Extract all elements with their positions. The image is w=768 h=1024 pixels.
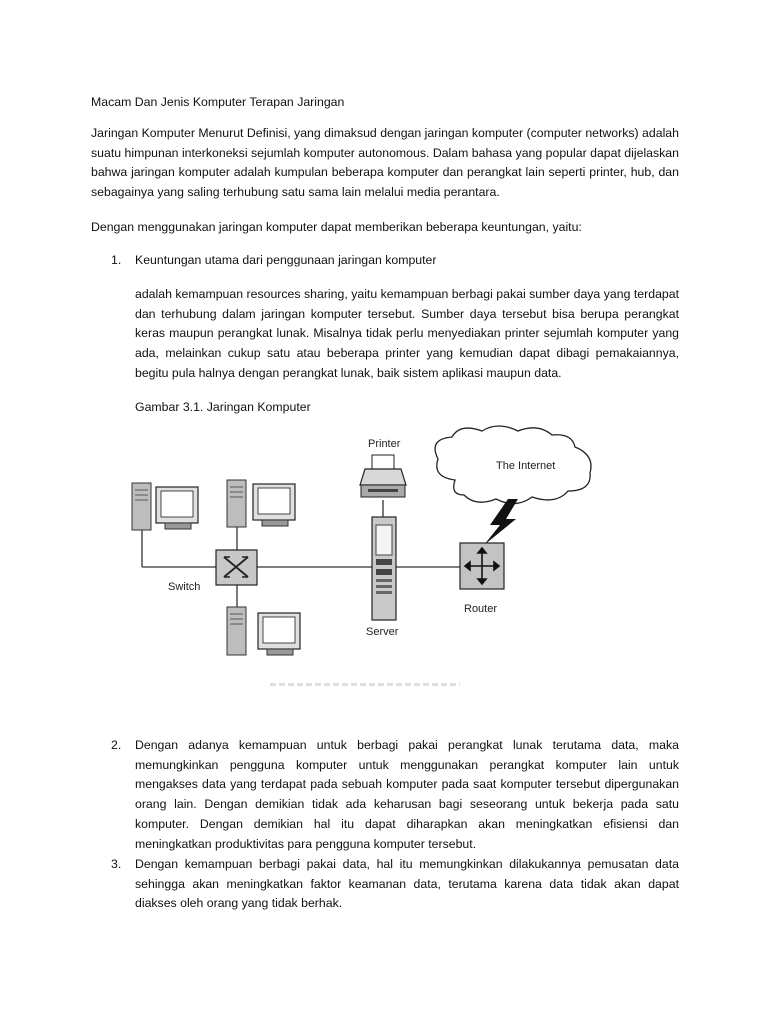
- switch-label: Switch: [168, 581, 201, 593]
- printer-icon: [360, 455, 406, 497]
- computer-icon: [132, 483, 198, 530]
- list-item-1-body: adalah kemampuan resources sharing, yaitu kemampuan berbagi pakai sumber daya yang terdapat dan terhubung dalam jaringan komputer tersebut. Sumber daya tersebut bisa berupa perangkat keras maupun perangkat lunak. Misalnya tidak perlu menyediakan printer sejumlah komputer yang ada, melainkan cukup satu atau beberapa printer yang kemudian dapat dibagi pemakaiannya, begitu pula halnya dengan perangkat lunak, baik sistem aplikasi maupun data.: [135, 287, 679, 380]
- list-number-1: 1.: [111, 253, 122, 267]
- list-number-3: 3.: [111, 857, 122, 871]
- router-label: Router: [464, 603, 498, 615]
- figure-caption: Gambar 3.1. Jaringan Komputer: [135, 400, 311, 414]
- lightning-icon: [484, 499, 518, 545]
- network-diagram: [120, 425, 595, 670]
- computer-icon: [227, 480, 295, 527]
- list-item-3-body: Dengan kemampuan berbagi pakai data, hal itu memungkinkan dilakukannya pemusatan data sehingga akan meningkatkan faktor keamanan data, terutama karena data tidak akan dapat diakses oleh orang yang tidak berhak.: [135, 857, 679, 911]
- server-icon: [372, 517, 396, 620]
- document-title: Macam Dan Jenis Komputer Terapan Jaringan: [91, 95, 345, 109]
- paragraph-definition: Jaringan Komputer Menurut Definisi, yang dimaksud dengan jaringan komputer (computer networks) adalah suatu himpunan interkoneksi sejumlah komputer autonomous. Dalam bahasa yang popular dapat dijelaskan bahwa jaringan komputer adalah kumpulan beberapa komputer dan perangkat lain seperti printer, hub, dan sebagainya yang saling terhubung satu sama lain melalui media perantara.: [91, 126, 679, 200]
- printer-label: Printer: [368, 438, 401, 450]
- list-item-1-heading: Keuntungan utama dari penggunaan jaringan komputer: [135, 253, 437, 267]
- list-item-2-body: Dengan adanya kemampuan untuk berbagi pakai perangkat lunak terutama data, maka memungkinkan pengguna komputer untuk menggunakan perangkat komputer lain untuk mengakses data yang terdapat pada sebuah komputer pada saat komputer tersebut dipergunakan orang lain. Dengan demikian tidak ada keharusan bagi seseorang untuk bekerja pada satu komputer. Dengan demikian hal itu dapat diharapkan akan meningkatkan efisiensi dan meningkatkan produktivitas para pengguna komputer tersebut.: [135, 738, 679, 851]
- router-icon: [460, 543, 504, 589]
- paragraph-benefits-intro: Dengan menggunakan jaringan komputer dapat memberikan beberapa keuntungan, yaitu:: [91, 220, 582, 234]
- faded-figure-source-text: [270, 683, 460, 686]
- server-label: Server: [366, 626, 399, 638]
- computer-icon: [227, 607, 300, 655]
- list-number-2: 2.: [111, 738, 122, 752]
- internet-label: The Internet: [496, 460, 556, 472]
- switch-icon: [216, 550, 257, 585]
